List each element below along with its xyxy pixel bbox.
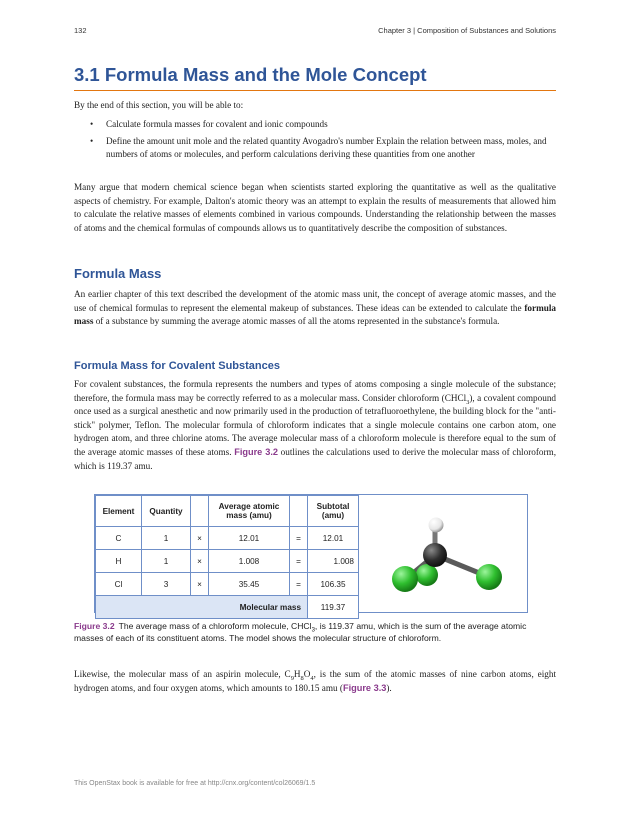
page-footer: This OpenStax book is available for free at http://cnx.org/content/col26069/1.5 (74, 780, 316, 787)
equals-symbol: = (290, 550, 308, 573)
cell-element: Cl (96, 573, 142, 596)
term-formula-mass: formula mass (74, 302, 556, 327)
table-row (96, 527, 359, 550)
table-header-row (96, 496, 359, 527)
objectives-list (74, 118, 556, 165)
figure-3-2-link[interactable]: Figure 3.2 (234, 446, 278, 457)
section-heading: Formula Mass (74, 266, 162, 281)
cell-quantity: 1 (142, 527, 191, 550)
covalent-paragraph: For covalent substances, the formula represents the numbers and types of atoms composing a single molecule of the substance; therefore, the formula mass may be correctly referred to as a molecular mass. Consider chloroform (CHCl$_3$), a covalent compound once used as a surgical anesthetic and now primarily used in the production of tetrafluoroethylene, the building block for the "anti-stick" polymer, Teflon. The molecular formula of chloroform indicates that a single molecule contains one carbon atom, one hydrogen atom, and three chlorine atoms. The average molecular mass of a chloroform molecule is therefore equal to the sum of the average atomic masses of these atoms. Figure 3.2 outlines the calculations used to derive the molecular mass of chloroform, which is 119.37 amu. (74, 379, 557, 471)
cell-mass: 1.008 (209, 550, 290, 573)
cell-subtotal: 12.01 (308, 527, 359, 550)
carbon-atom (423, 543, 447, 567)
chlorine-atom (416, 564, 438, 586)
objective-item: • Define the amount unit mole and the related quantity Avogadro's number Explain the relation between mass, moles, and numbers of atoms or molecules, and perform calculations deriving these quantities from one another (104, 135, 556, 162)
cell-quantity: 3 (142, 573, 191, 596)
cell-mass: 35.45 (209, 573, 290, 596)
times-symbol: × (191, 573, 209, 596)
column-header-average-mass: Average atomic mass (amu) (209, 496, 290, 527)
caption-label: Figure 3.2 (74, 621, 115, 631)
chlorine-atom (476, 564, 502, 590)
aspirin-paragraph: Likewise, the molecular mass of an aspirin molecule, $C_9H_8O_4$, is the sum of the atomic masses of nine carbon atoms, eight hydrogen atoms, and four oxygen atoms, which amounts to 180.15 amu (Figure 3.3). (74, 669, 557, 693)
chlorine-atom (392, 566, 418, 592)
page-number: 132 (74, 26, 87, 35)
subsection-heading: Formula Mass for Covalent Substances (74, 360, 280, 372)
column-header-subtotal: Subtotal (amu) (308, 496, 359, 527)
cell-subtotal: 1.008 (308, 550, 359, 573)
column-header-element: Element (96, 496, 142, 527)
figure-3-3-link[interactable]: Figure 3.3 (342, 682, 387, 693)
hydrogen-atom (429, 518, 444, 533)
cell-mass: 12.01 (209, 527, 290, 550)
cell-subtotal: 106.35 (308, 573, 359, 596)
formula-mass-paragraph: An earlier chapter of this text described the development of the atomic mass unit, the concept of average atomic masses, and the use of chemical formulas to represent the elemental makeup of substances. These ideas can be extended to calculate the formula mass of a substance by summing the average atomic masses of all the atoms represented in the substance's formula. (74, 289, 556, 327)
cell-quantity: 1 (142, 550, 191, 573)
column-header-quantity: Quantity (142, 496, 191, 527)
times-symbol: × (191, 550, 209, 573)
equals-symbol: = (290, 573, 308, 596)
cell-element: C (96, 527, 142, 550)
times-symbol: × (191, 527, 209, 550)
molecular-mass-table (95, 495, 359, 619)
chloroform-molecule-model (363, 495, 527, 612)
cell-element: H (96, 550, 142, 573)
total-value: 119.37 (308, 596, 359, 619)
table-row (96, 573, 359, 596)
section-title: 3.1 Formula Mass and the Mole Concept (74, 64, 556, 91)
total-label: Molecular mass (96, 596, 308, 619)
figure-caption: Figure 3.2 The average mass of a chloroform molecule, CHCl$_3$, is 119.37 amu, which is the sum of the average atomic masses of each of its constituent atoms. The model shows the molecular structure of chloroform. (74, 621, 527, 643)
objectives-intro: By the end of this section, you will be able to: (74, 100, 244, 110)
equals-symbol: = (290, 527, 308, 550)
intro-paragraph: Many argue that modern chemical science began when scientists started exploring the quantitative as well as the qualitative aspects of chemistry. For example, Dalton's atomic theory was an attempt to explain the results of measurements that allowed him to calculate the relative masses of elements combined in various compounds. Understanding the relationship between the masses of atoms and the chemical formulas of compounds allows us to quantitatively describe the composition of substances. (74, 182, 556, 233)
chapter-title: Chapter 3 | Composition of Substances and Solutions (378, 26, 556, 35)
objective-item: • Calculate formula masses for covalent and ionic compounds (104, 118, 556, 132)
table-total-row (96, 596, 359, 619)
figure-3-2 (94, 494, 528, 613)
table-row (96, 550, 359, 573)
